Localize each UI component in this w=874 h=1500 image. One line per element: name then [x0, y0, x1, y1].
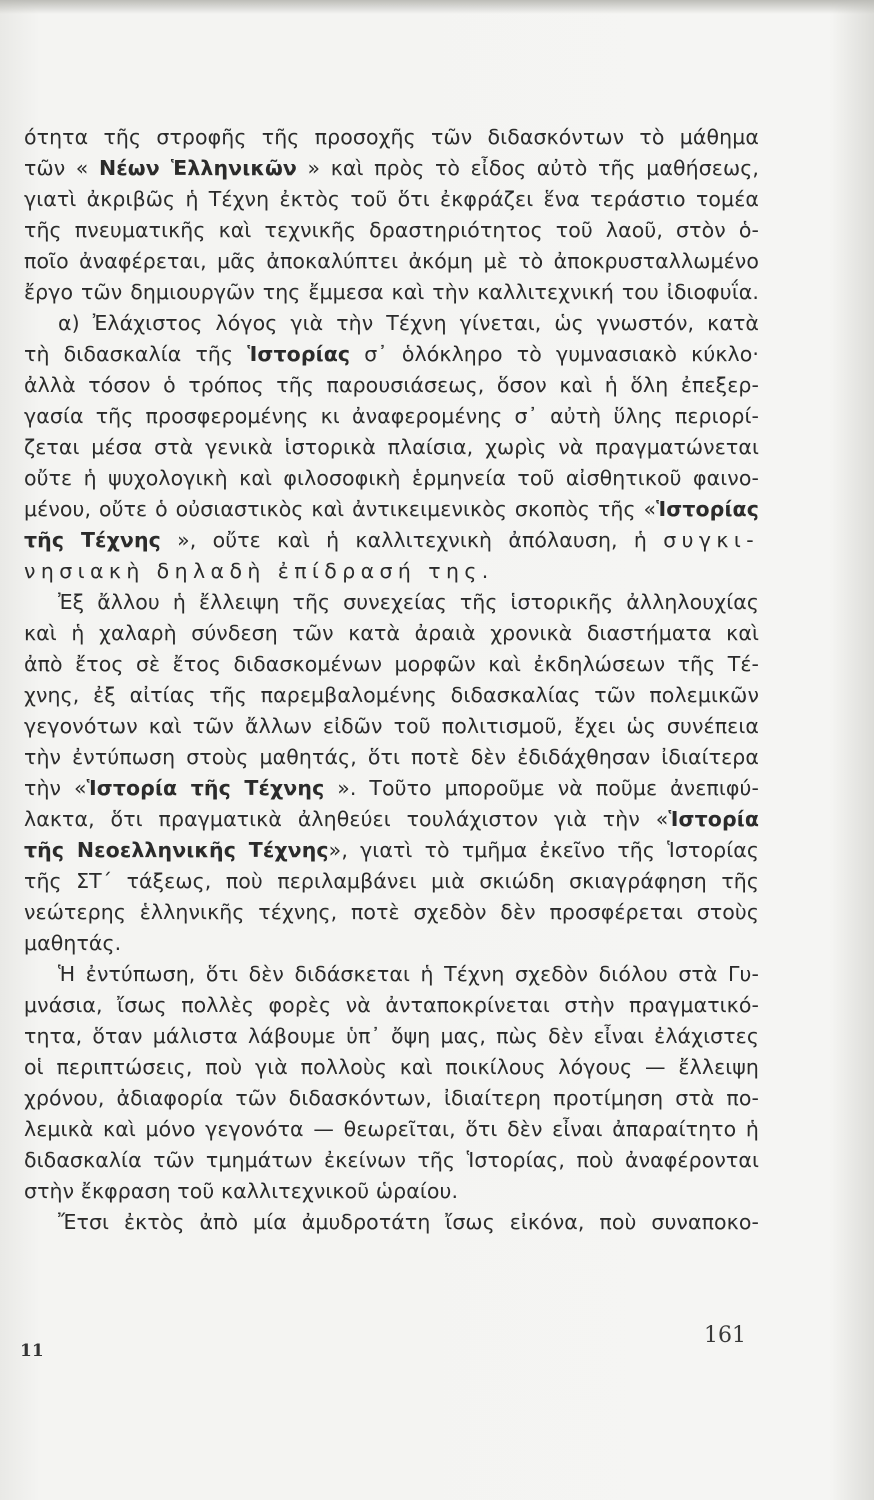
text-line: μνάσια, ἴσως πολλὲς φορὲς νὰ ἀνταποκρίνεται στὴν πραγματικό-	[24, 993, 759, 1017]
text-line: χρόνου, ἀδιαφορία τῶν διδασκόντων, ἰδιαίτερη προτίμηση στὰ πο-	[24, 1086, 759, 1110]
text-line: λακτα, ὅτι πραγματικὰ ἀληθεύει τουλάχιστον γιὰ τὴν «Ἱστορία	[24, 807, 759, 831]
text-line: Ἐξ ἄλλου ἡ ἔλλειψη τῆς συνεχείας τῆς ἱστορικῆς ἀλληλουχίας	[58, 590, 759, 614]
text-line: Ἔτσι ἐκτὸς ἀπὸ μία ἀμυδροτάτη ἴσως εἰκόνα, ποὺ συναποκο-	[58, 1210, 759, 1234]
text-line: νεώτερης ἑλληνικῆς τέχνης, ποτὲ σχεδὸν δὲν προσφέρεται στοὺς	[24, 900, 759, 924]
text-line: γεγονότων καὶ τῶν ἄλλων εἰδῶν τοῦ πολιτισμοῦ, ἔχει ὡς συνέπεια	[24, 714, 759, 738]
page-number: 161	[704, 1323, 746, 1348]
text-line: τῆς ΣΤ΄ τάξεως, ποὺ περιλαμβάνει μιὰ σκιώδη σκιαγράφηση τῆς	[24, 869, 759, 893]
text-line: διδασκαλία τῶν τμημάτων ἐκείνων τῆς Ἱστορίας, ποὺ ἀναφέρονται	[24, 1148, 759, 1172]
text-line: τῶν « Νέων Ἑλληνικῶν » καὶ πρὸς τὸ εἶδος αὐτὸ τῆς μαθήσεως,	[24, 156, 760, 180]
text-line: οὔτε ἡ ψυχολογικὴ καὶ φιλοσοφικὴ ἑρμηνεία τοῦ αἰσθητικοῦ φαινο-	[24, 466, 759, 490]
text-line: ζεται μέσα στὰ γενικὰ ἱστορικὰ πλαίσια, χωρὶς νὰ πραγματώνεται	[24, 435, 759, 459]
text-line: τῆς πνευματικῆς καὶ τεχνικῆς δραστηριότητος τοῦ λαοῦ, στὸν ὁ-	[24, 218, 759, 242]
text-line: τῆς Νεοελληνικῆς Τέχνης», γιατὶ τὸ τμῆμα ἐκεῖνο τῆς Ἱστορίας	[24, 838, 759, 862]
text-line: ποῖο ἀναφέρεται, μᾶς ἀποκαλύπτει ἀκόμη μὲ τὸ ἀποκρυσταλλωμένο	[24, 249, 759, 273]
text-line: μαθητάς.	[24, 931, 122, 955]
text-line: ἔργο τῶν δημιουργῶν της ἔμμεσα καὶ τὴν καλλιτεχνική του ἰδιοφυΐα.	[24, 280, 759, 304]
text-line: ἀπὸ ἔτος σὲ ἔτος διδασκομένων μορφῶν καὶ ἐκδηλώσεων τῆς Τέ-	[24, 652, 759, 676]
signature-mark: 11	[20, 1341, 44, 1361]
scan-edge-shadow	[0, 0, 874, 14]
text-line: γιατὶ ἀκριβῶς ἡ Τέχνη ἐκτὸς τοῦ ὅτι ἐκφράζει ἕνα τεράστιο τομέα	[24, 187, 759, 211]
text-line: στὴν ἔκφραση τοῦ καλλιτεχνικοῦ ὡραίου.	[24, 1179, 459, 1203]
text-line: καὶ ἡ χαλαρὴ σύνδεση τῶν κατὰ ἀραιὰ χρονικὰ διαστήματα καὶ	[24, 621, 759, 645]
text-line: λεμικὰ καὶ μόνο γεγονότα — θεωρεῖται, ὅτι δὲν εἶναι ἀπαραίτητο ἡ	[24, 1117, 759, 1141]
text-line: τὴ διδασκαλία τῆς Ἱστορίας σ᾽ ὁλόκληρο τὸ γυμνασιακὸ κύκλο·	[24, 342, 759, 366]
body-text	[24, 122, 759, 1238]
text-line: γασία τῆς προσφερομένης κι ἀναφερομένης σ᾽ αὐτὴ ὕλης περιορί-	[24, 404, 759, 428]
text-line: χνης, ἐξ αἰτίας τῆς παρεμβαλομένης διδασκαλίας τῶν πολεμικῶν	[24, 683, 759, 707]
text-line: ότητα τῆς στροφῆς τῆς προσοχῆς τῶν διδασκόντων τὸ μάθημα	[24, 125, 759, 149]
text-line: τητα, ὅταν μάλιστα λάβουμε ὑπ᾽ ὄψη μας, πὼς δὲν εἶναι ἐλάχιστες	[24, 1024, 759, 1048]
text-line: νησιακὴ δηλαδὴ ἐπίδρασή της.	[24, 559, 494, 583]
text-line: ἀλλὰ τόσον ὁ τρόπος τῆς παρουσιάσεως, ὅσον καὶ ἡ ὅλη ἐπεξερ-	[24, 373, 759, 397]
text-line: τὴν ἐντύπωση στοὺς μαθητάς, ὅτι ποτὲ δὲν ἐδιδάχθησαν ἰδιαίτερα	[24, 745, 759, 769]
text-line: τὴν «Ἱστορία τῆς Τέχνης ». Τοῦτο μποροῦμε νὰ ποῦμε ἀνεπιφύ-	[24, 776, 759, 800]
text-line: οἱ περιπτώσεις, ποὺ γιὰ πολλοὺς καὶ ποικίλους λόγους — ἔλλειψη	[24, 1055, 759, 1079]
text-line: μένου, οὔτε ὁ οὐσιαστικὸς καὶ ἀντικειμενικὸς σκοπὸς τῆς «Ἱστορίας	[24, 497, 759, 521]
text-line: τῆς Τέχνης », οὔτε καὶ ἡ καλλιτεχνικὴ ἀπόλαυση, ἡ συγκι-	[24, 528, 759, 552]
text-line: α) Ἐλάχιστος λόγος γιὰ τὴν Τέχνη γίνεται, ὡς γνωστόν, κατὰ	[58, 311, 759, 335]
text-line: Ἡ ἐντύπωση, ὅτι δὲν διδάσκεται ἡ Τέχνη σχεδὸν διόλου στὰ Γυ-	[58, 962, 759, 986]
